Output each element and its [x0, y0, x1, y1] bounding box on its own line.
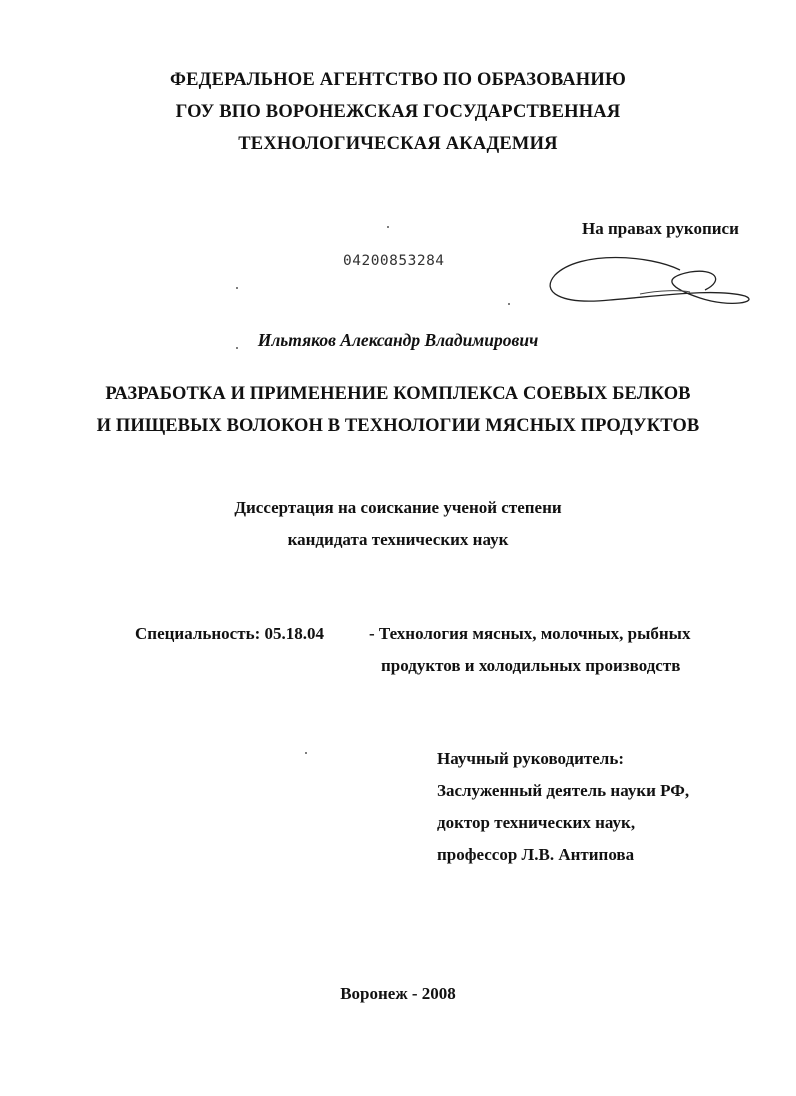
- supervisor-heading: Научный руководитель:: [437, 749, 624, 768]
- city-year: Воронеж - 2008: [340, 984, 456, 1003]
- scan-speck: [236, 287, 238, 289]
- manuscript-note: На правах рукописи: [582, 219, 739, 238]
- author-name: Ильтяков Александр Владимирович: [257, 330, 539, 350]
- supervisor-line-3: профессор Л.В. Антипова: [437, 845, 635, 864]
- scan-speck: [387, 226, 389, 228]
- specialty-description-2: продуктов и холодильных производств: [381, 656, 681, 675]
- scan-speck: [508, 303, 510, 305]
- title-line-2: И ПИЩЕВЫХ ВОЛОКОН В ТЕХНОЛОГИИ МЯСНЫХ ПРОДУКТОВ: [96, 416, 700, 436]
- title-line-1: РАЗРАБОТКА И ПРИМЕНЕНИЕ КОМПЛЕКСА СОЕВЫХ БЕЛКОВ: [105, 384, 691, 404]
- degree-line-1: Диссертация на соискание ученой степени: [234, 498, 562, 517]
- degree-line-2: кандидата технических наук: [287, 530, 509, 549]
- supervisor-line-2: доктор технических наук,: [437, 813, 636, 832]
- scan-speck: [305, 752, 307, 754]
- header-line-3: ТЕХНОЛОГИЧЕСКАЯ АКАДЕМИЯ: [238, 134, 558, 154]
- specialty-label: Специальность: 05.18.04: [135, 624, 324, 643]
- header-line-2: ГОУ ВПО ВОРОНЕЖСКАЯ ГОСУДАРСТВЕННАЯ: [175, 102, 621, 122]
- signature-mark: [540, 250, 760, 320]
- supervisor-line-1: Заслуженный деятель науки РФ,: [437, 781, 690, 800]
- catalog-number: 04200853284: [343, 253, 445, 269]
- header-line-1: ФЕДЕРАЛЬНОЕ АГЕНТСТВО ПО ОБРАЗОВАНИЮ: [170, 70, 626, 90]
- specialty-description-1: - Технология мясных, молочных, рыбных: [369, 624, 691, 643]
